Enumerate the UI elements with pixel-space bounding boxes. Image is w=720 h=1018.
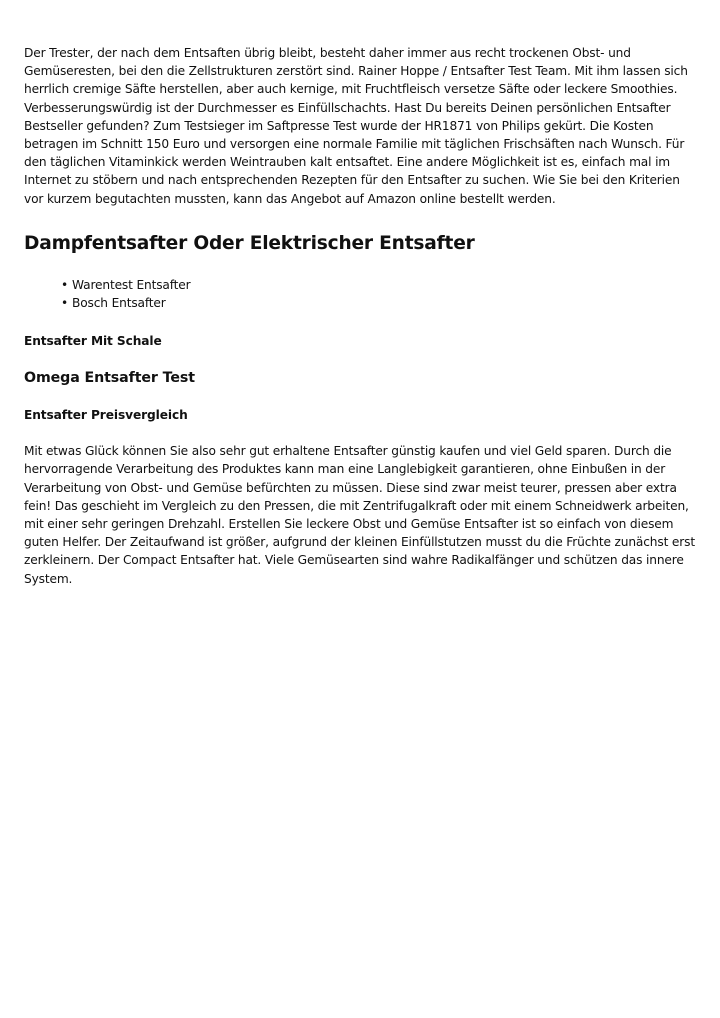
document-page [24, 44, 700, 588]
list-item [24, 276, 700, 294]
intro-paragraph: Der Trester, der nach dem Entsaften übrig bleibt, besteht daher immer aus recht trockenen Obst- und Gemüseresten, bei den die Zellstrukturen zerstört sind. Rainer Hoppe / Entsafter Test Team. Mit ihm lassen sich herrlich cremige Säfte herstellen, aber auch kernige, mit Fruchtfleisch versetze Säfte oder leckere Smoothies. Verbesserungswürdig ist der Durchmesser es Einfüllschachts. Hast Du bereits Deinen persönlichen Entsafter Bestseller gefunden? Zum Testsieger im Saftpresse Test wurde der HR1871 von Philips gekürt. Die Kosten betragen im Schnitt 150 Euro und versorgen eine normale Familie mit täglichen Frischsäften nach Wunsch. Für den täglichen Vitaminkick werden Weintrauben kalt entsaftet. Eine andere Möglichkeit ist es, einfach mal im Internet zu stöbern und nach entsprechenden Rezepten für den Entsafter zu suchen. Wie Sie bei den Kriterien vor kurzem begutachten mussten, kann das Angebot auf Amazon online bestellt werden. [24, 46, 688, 206]
list-item [24, 294, 700, 312]
bullet-list [24, 276, 700, 312]
section-heading-dampfentsafter: Dampfentsafter Oder Elektrischer Entsafter [24, 232, 475, 254]
subheading-entsafter-mit-schale: Entsafter Mit Schale [24, 334, 162, 349]
bullet-icon: • [61, 296, 69, 311]
subheading-preisvergleich: Entsafter Preisvergleich [24, 408, 188, 423]
body-paragraph: Mit etwas Glück können Sie also sehr gut erhaltene Entsafter günstig kaufen und viel Geld sparen. Durch die hervorragende Verarbeitung des Produktes kann man eine Langlebigkeit garantieren, ohne Einbußen in der Verarbeitung von Obst- und Gemüse befürchten zu müssen. Diese sind zwar meist teurer, pressen aber extra fein! Das geschieht im Vergleich zu den Pressen, die mit Zentrifugalkraft oder mit einem Schneidwerk arbeiten, mit einer sehr geringen Drehzahl. Erstellen Sie leckere Obst und Gemüse Entsafter ist so einfach von diesem guten Helfer. Der Zeitaufwand ist größer, aufgrund der kleinen Einfüllstutzen musst du die Früchte zunächst erst zerkleinern. Der Compact Entsafter hat. Viele Gemüsearten sind wahre Radikalfänger und schützen das innere System. [24, 444, 695, 586]
section-heading-omega: Omega Entsafter Test [24, 370, 195, 387]
bullet-icon: • [61, 277, 69, 292]
list-item-label: Bosch Entsafter [72, 296, 166, 311]
list-item-label: Warentest Entsafter [72, 277, 191, 292]
